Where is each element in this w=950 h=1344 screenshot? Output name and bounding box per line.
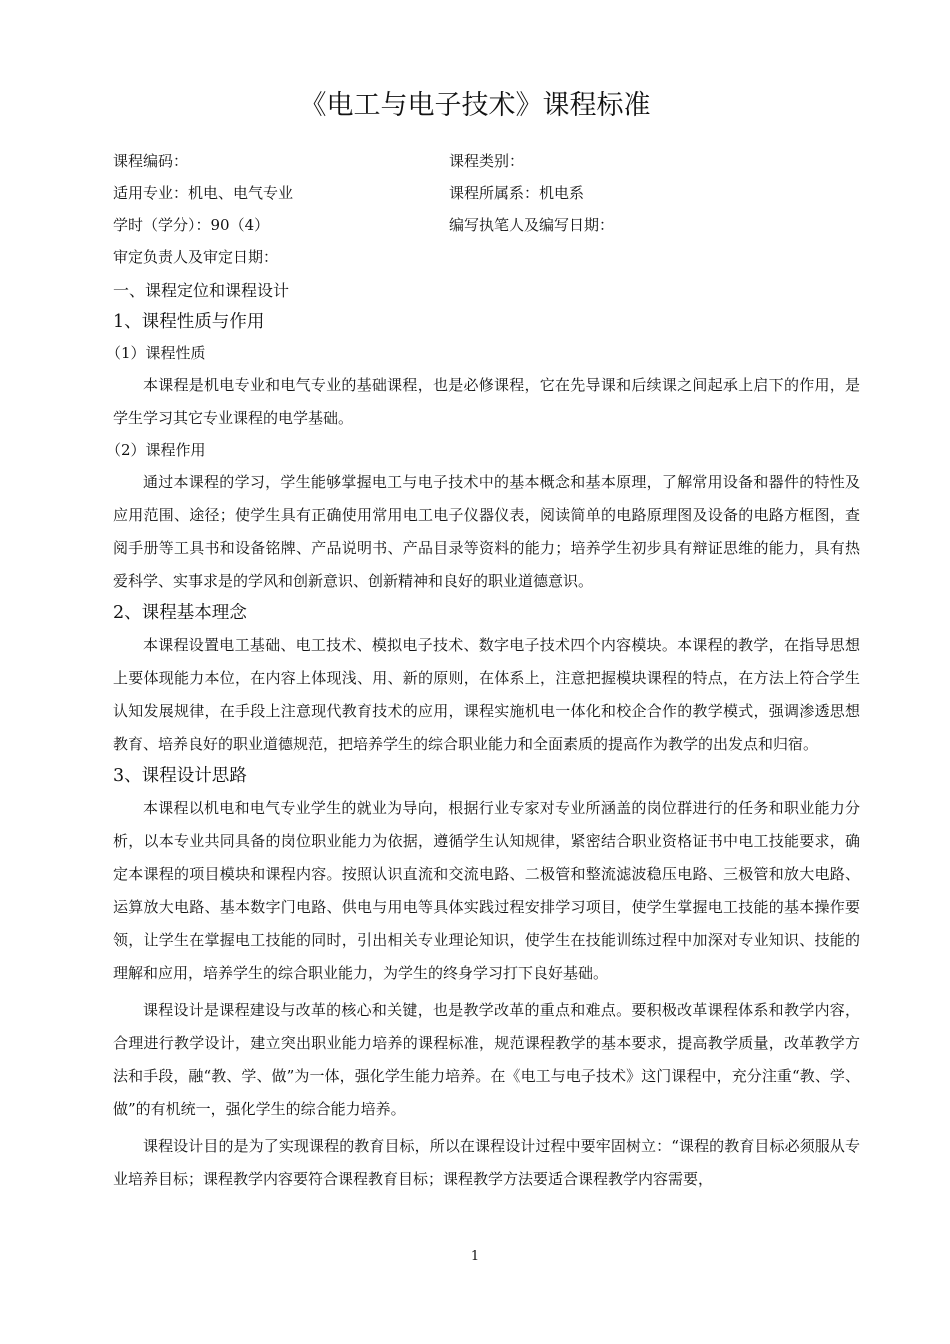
course-category: 课程类别： [449, 152, 525, 170]
philosophy-paragraph: 本课程设置电工基础、电工技术、模拟电子技术、数字电子技术四个内容模块。本课程的教学，在指导思想上要体现能力本位，在内容上体现浅、用、新的原则，在体系上，注意把握模块课程的特点，在方法上符合学生认知发展规律，在手段上注意现代教育技术的应用，课程实施机电一体化和校企合作的教学模式，强调渗透思想教育、培养良好的职业道德规范，把培养学生的综合职业能力和全面素质的提高作为教学的出发点和归宿。 [113, 636, 860, 753]
applicable-major: 适用专业：机电、电气专业 [113, 184, 294, 202]
page-number: 1 [470, 1249, 480, 1264]
course-meta [113, 146, 860, 275]
design-paragraph-2: 课程设计是课程建设与改革的核心和关键，也是教学改革的重点和难点。要积极改革课程体系和教学内容，合理进行教学设计，建立突出职业能力培养的课程标准，规范课程教学的基本要求，提高教学质量，改革教学方法和手段，融“教、学、做”为一体，强化学生能力培养。在《电工与电子技术》这门课程中，充分注重“教、学、做”的有机统一，强化学生的综合能力培养。 [113, 1001, 860, 1118]
nature-heading: （1）课程性质 [106, 344, 206, 362]
section-heading-1: 一、课程定位和课程设计 [113, 281, 290, 300]
role-heading: （2）课程作用 [106, 441, 206, 459]
course-code: 课程编码： [113, 152, 189, 170]
role-paragraph: 通过本课程的学习，学生能够掌握电工与电子技术中的基本概念和基本原理，了解常用设备和器件的特性及应用范围、途径；使学生具有正确使用常用电工电子仪器仪表，阅读简单的电路原理图及设备的电路方框图，查阅手册等工具书和设备铭牌、产品说明书、产品目录等资料的能力；培养学生初步具有辩证思维的能力，具有热爱科学、实事求是的学风和创新意识、创新精神和良好的职业道德意识。 [113, 473, 860, 590]
design-paragraph-1: 本课程以机电和电气专业学生的就业为导向，根据行业专家对专业所涵盖的岗位群进行的任务和职业能力分析，以本专业共同具备的岗位职业能力为依据，遵循学生认知规律，紧密结合职业资格证书中电工技能要求，确定本课程的项目模块和课程内容。按照认识直流和交流电路、二极管和整流滤波稳压电路、三极管和放大电路、运算放大电路、基本数字门电路、供电与用电等具体实践过程安排学习项目，使学生掌握电工技能的基本操作要领，让学生在掌握电工技能的同时，引出相关专业理论知识，使学生在技能训练过程中加深对专业知识、技能的理解和应用，培养学生的综合职业能力，为学生的终身学习打下良好基础。 [113, 799, 860, 982]
reviewer-date: 审定负责人及审定日期： [113, 248, 279, 266]
course-hours: 学时（学分）：90（4） [113, 216, 270, 234]
design-paragraph-3: 课程设计目的是为了实现课程的教育目标，所以在课程设计过程中要牢固树立：“课程的教育目标必须服从专业培养目标；课程教学内容要符合课程教育目标；课程教学方法要适合课程教学内容需要， [113, 1137, 860, 1188]
author-date: 编写执笔人及编写日期： [449, 216, 615, 234]
nature-paragraph: 本课程是机电专业和电气专业的基础课程，也是必修课程，它在先导课和后续课之间起承上启下的作用，是学生学习其它专业课程的电学基础。 [113, 376, 860, 427]
department: 课程所属系：机电系 [449, 184, 585, 202]
subsection-heading-3: 3、课程设计思路 [113, 766, 247, 786]
document-body [106, 146, 860, 1196]
subsection-heading-2: 2、课程基本理念 [113, 603, 247, 623]
subsection-heading-1: 1、课程性质与作用 [113, 312, 265, 332]
document-title: 《电工与电子技术》课程标准 [299, 90, 651, 121]
